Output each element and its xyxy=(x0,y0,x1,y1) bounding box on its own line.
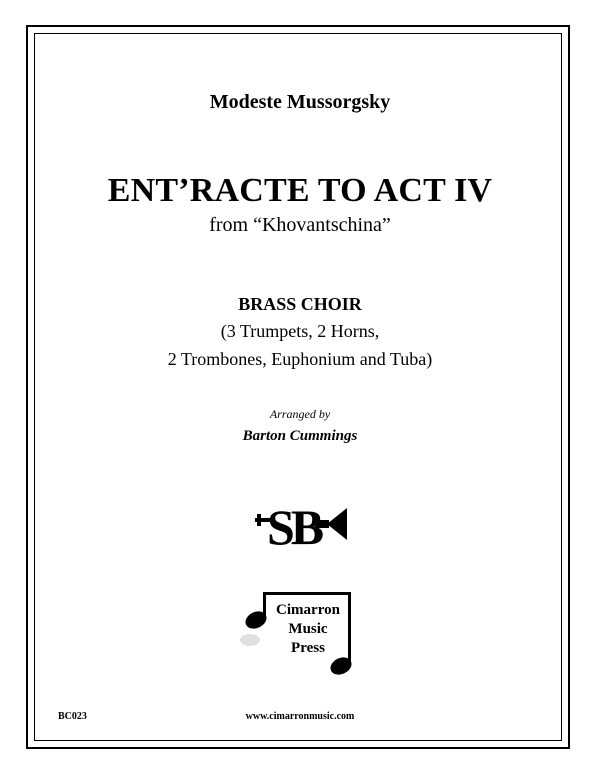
publisher-line-3: Press xyxy=(291,640,325,656)
instrumentation-line-2: 2 Trombones, Euphonium and Tuba) xyxy=(167,349,433,369)
ensemble-label: BRASS CHOIR xyxy=(238,294,362,314)
arranger-name: Barton Cummings xyxy=(242,428,358,444)
website-url: www.cimarronmusic.com xyxy=(245,711,355,722)
page-title: ENT’RACTE TO ACT IV xyxy=(107,172,493,209)
publisher-line-1: Cimarron xyxy=(276,602,340,618)
subtitle: from “Khovantschina” xyxy=(209,214,391,236)
sb-series-logo xyxy=(255,496,347,552)
catalog-number: BC023 xyxy=(58,711,87,722)
sb-logo-text: SB xyxy=(267,499,321,552)
arranged-by-label: Arranged by xyxy=(269,407,331,421)
instrumentation-line-1: (3 Trumpets, 2 Horns, xyxy=(220,321,380,341)
cimarron-music-press-logo xyxy=(236,590,364,686)
publisher-line-2: Music xyxy=(288,621,328,637)
composer-name: Modeste Mussorgsky xyxy=(209,91,391,113)
